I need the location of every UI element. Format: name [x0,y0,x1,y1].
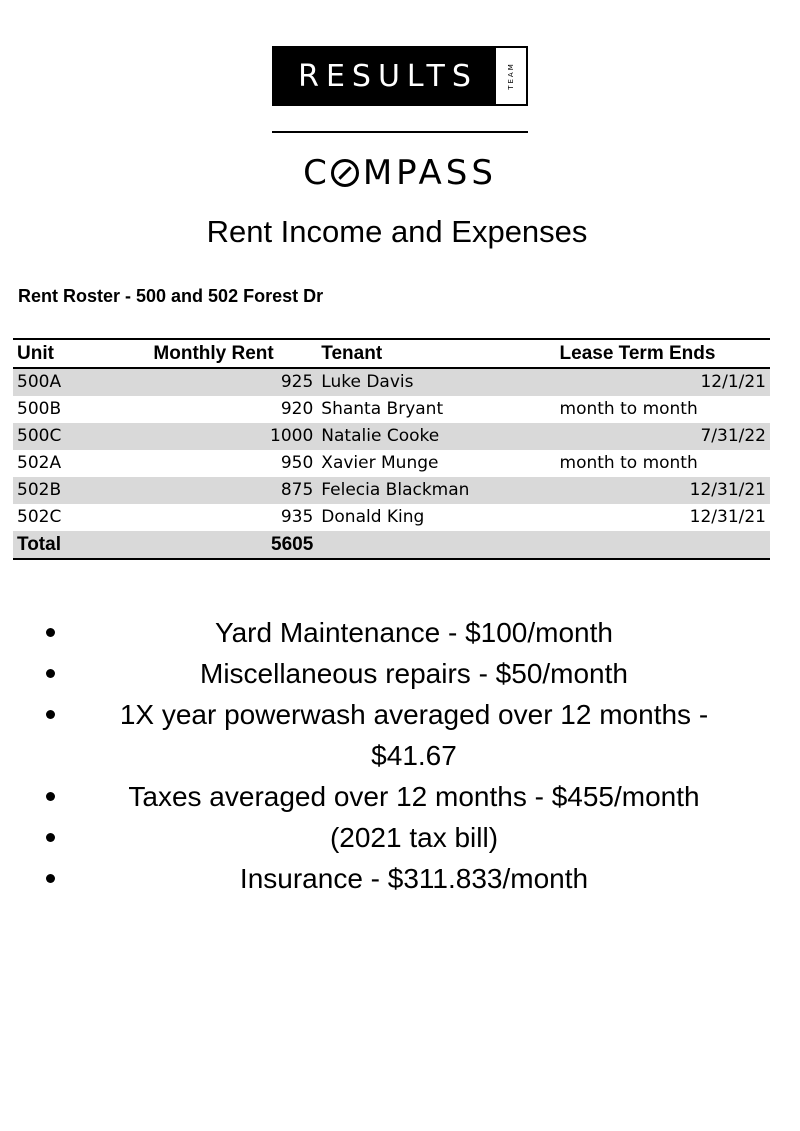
list-item [38,776,760,817]
compass-logo-word: MPASS [362,153,497,193]
expense-text: Miscellaneous repairs - $50/month [200,658,628,689]
compass-logo [250,150,550,196]
expense-text-continued: $41.67 [371,740,457,771]
lease-cell: 12/1/21 [700,372,766,392]
expense-list [38,612,760,899]
unit-cell: 502C [17,507,62,527]
unit-cell: 502A [17,453,62,473]
column-header-tenant: Tenant [321,343,383,364]
rent-cell: 920 [280,399,314,419]
expense-text: Taxes averaged over 12 months - $455/month [128,781,700,812]
table-row [13,368,770,396]
unit-cell: 500C [17,426,62,446]
bullet-icon [46,628,55,637]
column-header-lease-term: Lease Term Ends [559,343,716,364]
unit-cell: 502B [17,480,62,500]
bullet-icon [46,710,55,719]
results-team-logo [272,46,528,106]
lease-cell: 12/31/21 [689,480,766,500]
list-item [38,694,760,776]
page-title: Rent Income and Expenses [206,214,588,249]
rent-cell: 875 [280,480,314,500]
list-item [38,612,760,653]
lease-cell: month to month [559,399,698,419]
list-item [38,817,760,858]
bullet-icon [46,874,55,883]
list-item [38,653,760,694]
compass-logo-c: C [303,153,331,193]
results-logo-word: RESULTS [274,48,496,104]
column-header-unit: Unit [17,343,54,364]
compass-o-icon [331,159,359,187]
tenant-cell: Luke Davis [321,372,414,392]
total-row [13,531,770,559]
rent-roster-table [13,338,770,560]
bullet-icon [46,792,55,801]
unit-cell: 500A [17,372,62,392]
tenant-cell: Felecia Blackman [321,480,470,500]
table-row [13,450,770,477]
bullet-icon [46,669,55,678]
tenant-cell: Xavier Munge [321,453,439,473]
table-header-row [13,339,770,368]
rent-cell: 935 [280,507,314,527]
tenant-cell: Natalie Cooke [321,426,440,446]
list-item [38,858,760,899]
rent-roster-heading: Rent Roster - 500 and 502 Forest Dr [18,286,324,306]
logo-divider [272,131,528,133]
expense-text: Yard Maintenance - $100/month [215,617,613,648]
rent-cell: 950 [280,453,314,473]
rent-cell: 1000 [270,426,314,446]
table-row [13,477,770,504]
table-row [13,396,770,423]
table-row [13,423,770,450]
total-rent: 5605 [271,534,314,555]
expense-text: 1X year powerwash averaged over 12 months - [119,699,709,730]
table-row [13,504,770,531]
unit-cell: 500B [17,399,62,419]
rent-cell: 925 [280,372,314,392]
lease-cell: 12/31/21 [689,507,766,527]
column-header-monthly-rent: Monthly Rent [153,343,274,364]
total-label: Total [17,534,61,555]
expense-text: (2021 tax bill) [329,822,499,853]
results-logo-team: TEAM [507,62,515,90]
tenant-cell: Donald King [321,507,425,527]
expense-text: Insurance - $311.833/month [239,863,589,894]
tenant-cell: Shanta Bryant [321,399,444,419]
bullet-icon [46,833,55,842]
lease-cell: 7/31/22 [700,426,766,446]
lease-cell: month to month [559,453,698,473]
